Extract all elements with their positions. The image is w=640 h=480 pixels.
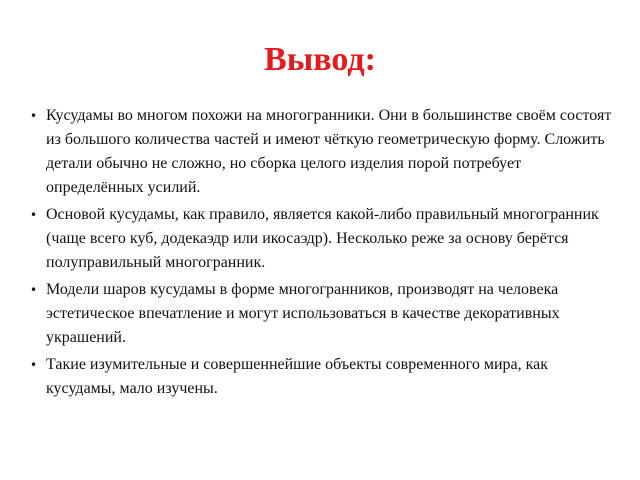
bullet-icon: •	[30, 208, 38, 222]
bullet-item	[30, 104, 615, 200]
bullet-item	[30, 203, 615, 275]
slide-title: Вывод:	[264, 41, 376, 78]
bullet-icon: •	[30, 283, 38, 297]
bullet-text: Основой кусудамы, как правило, является какой-либо правильный многогранник (чаще всего куб, додекаэдр или икосаэдр). Несколько реже за основу берётся полуправильный многогранник.	[46, 206, 599, 271]
bullet-text: Такие изумительные и совершеннейшие объекты современного мира, как кусудамы, мало изучены.	[46, 356, 549, 397]
bullet-icon: •	[30, 358, 38, 372]
bullet-item	[30, 353, 615, 401]
bullet-text: Модели шаров кусудамы в форме многогранников, производят на человека эстетическое впечатление и могут использоваться в качестве декоративных украшений.	[46, 281, 560, 346]
bullet-list	[30, 104, 615, 404]
bullet-item	[30, 278, 615, 350]
bullet-icon: •	[30, 109, 38, 123]
bullet-text: Кусудамы во многом похожи на многогранники. Они в большинстве своём состоят из большого количества частей и имеют чёткую геометрическую форму. Сложить детали обычно не сложно, но сборка целого изделия порой потребует определённых усилий.	[46, 107, 612, 196]
